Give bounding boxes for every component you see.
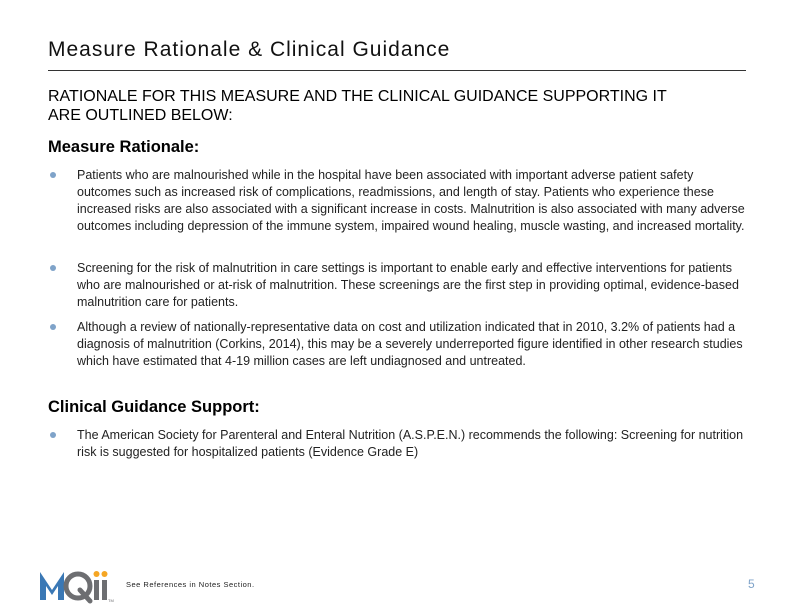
list-item-text: Although a review of nationally-representative data on cost and utilization indicated that in 2010, 3.2% of patients had a diagnosis of malnutrition (Corkins, 2014), this may be a severely underreported figure identified in other research studies which have estimated that 4-19 million cases are left undiagnosed and untreated. [77,320,743,368]
list-item [48,167,748,235]
list-item-text: Patients who are malnourished while in the hospital have been associated with important adverse patient safety outcomes such as increased risk of complications, readmissions, and length of stay. Patients who experience these increased risks are also associated with a significant increase in costs. Malnutrition is also associated with many adverse outcomes including depression of the immune system, impaired wound healing, muscle wasting, and increased mortality. [77,168,745,233]
rationale-list [48,167,748,235]
list-item [48,260,748,311]
bullet-dot-icon [50,324,56,330]
rationale-heading: Measure Rationale: [48,138,200,156]
rationale-list [48,260,748,311]
list-item-text: The American Society for Parenteral and Enteral Nutrition (A.S.P.E.N.) recommends the following: Screening for nutrition risk is suggested for hospitalized patients (Evidence Grade E) [77,428,744,459]
bullet-dot-icon [50,172,56,178]
bullet-dot-icon [50,432,56,438]
references-note: See References in Notes Section. [126,580,255,589]
mqii-logo [38,564,118,609]
page-title: Measure Rationale & Clinical Guidance [48,38,451,61]
list-item-text: Screening for the risk of malnutrition in care settings is important to enable early and effective interventions for patients who are malnourished or at-risk of malnutrition. These screenings are the first step in providing optimal, evidence-based malnutrition care for patients. [77,261,739,309]
guidance-list [48,427,748,461]
logo-tm: TM [108,598,114,603]
list-item [48,319,748,370]
intro-text: RATIONALE FOR THIS MEASURE AND THE CLINICAL GUIDANCE SUPPORTING IT ARE OUTLINED BELOW: [48,88,667,124]
title-divider [48,70,746,71]
bullet-dot-icon [50,265,56,271]
list-item [48,427,748,461]
rationale-list [48,319,748,370]
guidance-heading: Clinical Guidance Support: [48,398,260,416]
page-number: 5 [748,577,755,591]
